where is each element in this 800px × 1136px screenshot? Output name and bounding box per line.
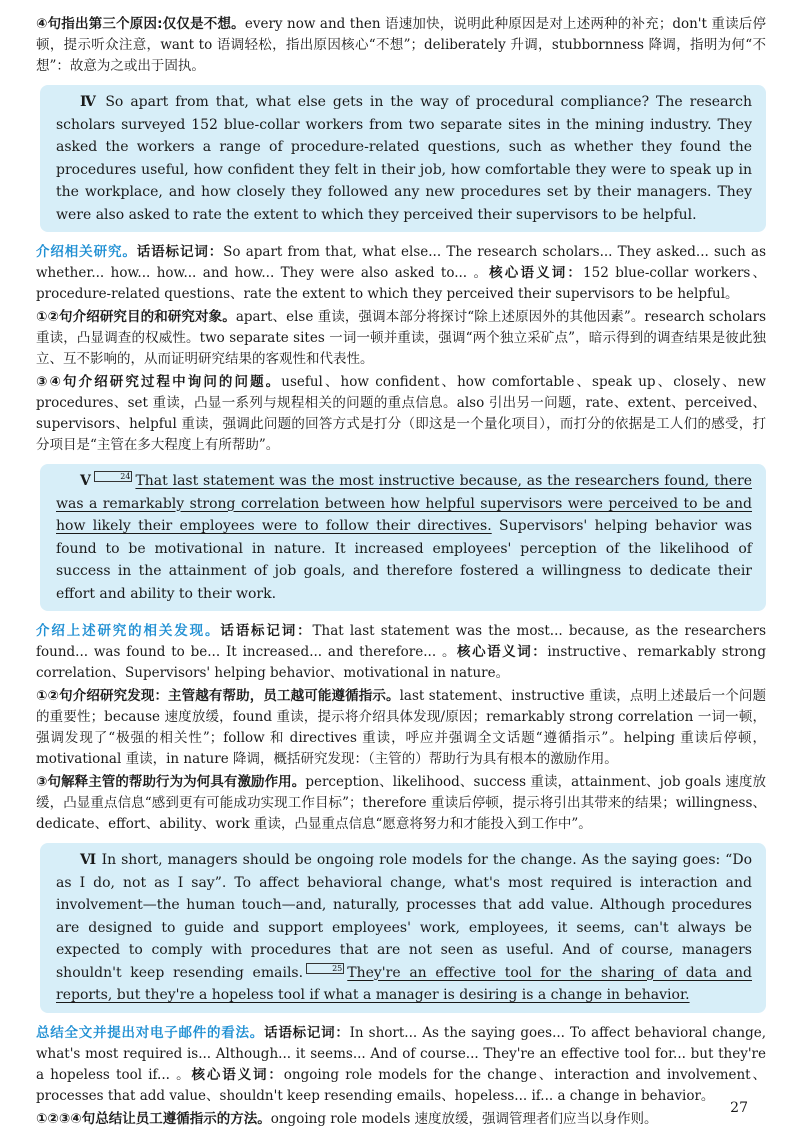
- note-5-para-2: [36, 686, 766, 770]
- note-4-core-label: 核心语义词：: [489, 265, 584, 281]
- note-6-summary: [36, 1023, 766, 1107]
- passage-6-text: In short, managers should be ongoing role models for the change. As the saying goes: “Do as I do, not as I say”. To affect behavioral change, what's most required is interaction and involvement—the human touch—and, naturally, processes that add value. Although procedures are designed to guide and support employees' work, employees, it seems, can't always be expected to comply with procedures that are not seen as useful. And of course, managers shouldn't keep resending emails.: [56, 852, 752, 981]
- passage-5: [56, 470, 752, 605]
- passage-5-rest: Supervisors' helping behavior was found to be motivational in nature. It increased employees' perception of the likelihood of success in the attainment of job goals, and therefore fostered a willingness to dedicate their effort and ability to their work.: [56, 518, 753, 602]
- note-4-para-3: [36, 372, 766, 456]
- passage-box-5: [40, 464, 766, 611]
- page-number: 27: [730, 1100, 748, 1116]
- note-5-p3-label: ③句解释主管的帮助行为为何具有激励作用。: [36, 774, 306, 790]
- top-note-label: ④句指出第三个原因:仅仅是不想。: [36, 16, 245, 32]
- note-4-marker-text: So apart from that, what else... The research scholars... They asked... such as whether... how... how... and how... They were also asked to... 。: [36, 244, 767, 281]
- note-5-p2-label: ①②句介绍研究发现：主管越有帮助，员工越可能遵循指示。: [36, 688, 400, 704]
- note-6-para-2: [36, 1109, 766, 1130]
- passage-6-underlined: They're an effective tool for the sharing of data and reports, but they're a hopeless tool if what a manager is desiring is a change in behavior.: [56, 964, 752, 1003]
- note-5-p3-text: perception、likelihood、success 重读，attainment、job goals 速度放缓，凸显重点信息“感到更有可能成功实现工作目标”；therefore 重读后停顿，提示将引出其带来的结果；willingness、dedicate、effort、ability、work 重读，凸显重点信息“愿意将努力和才能投入到工作中”。: [36, 774, 766, 832]
- question-tag-25: 25: [306, 963, 344, 974]
- note-5: [36, 621, 766, 835]
- note-4-summary: [36, 242, 766, 305]
- note-4-p3-label: ③④句介绍研究过程中询问的问题。: [36, 374, 282, 390]
- note-5-core-label: 核心语义词：: [457, 644, 548, 660]
- passage-box-6: [40, 843, 766, 1013]
- note-6-marker-label: 话语标记词：: [264, 1024, 350, 1041]
- passage-4-text: So apart from that, what else gets in the way of procedural compliance? The research scholars surveyed 152 blue-collar workers from two separate sites in the mining industry. They asked the workers a range of procedure-related questions, such as whether they found the procedures useful, how confident they felt in their job, how comfortable they were to speak up in the workplace, and how closely they followed any new procedures set by their managers. They were also asked to rate the extent to which they perceived their supervisors to be helpful.: [56, 94, 752, 223]
- note-4-p2-text: apart、else 重读，强调本部分将探讨“除上述原因外的其他因素”。research scholars 重读，凸显调查的权威性。two separate sites 一词一顿并重读，强调“两个独立采矿点”，暗示得到的调查结果是彼此独立、互不影响的，从而证明研究结果的客观性和代表性。: [36, 309, 766, 367]
- passage-4: [56, 91, 752, 226]
- note-6-heading: 总结全文并提出对电子邮件的看法。: [36, 1024, 265, 1041]
- note-5-heading: 介绍上述研究的相关发现。: [36, 623, 221, 639]
- note-5-para-3: [36, 772, 766, 835]
- passage-5-underlined: That last statement was the most instructive because, as the researchers found, there was a remarkably strong correlation between how helpful supervisors were perceived to be and how likely their employees were to follow their directives.: [56, 473, 752, 534]
- note-4-para-2: [36, 307, 766, 370]
- note-6-marker-text: In short... As the saying goes... To affect behavioral change, what's most required is... Although... it seems... And of course... They're an effective tool for... but they're a hopeless tool if... 。: [36, 1024, 767, 1083]
- note-5-marker-label: 话语标记词：: [220, 623, 313, 639]
- passage-6: [56, 849, 752, 1007]
- note-4-p2-label: ①②句介绍研究目的和研究对象。: [36, 309, 236, 325]
- roman-numeral-6: Ⅵ: [80, 852, 97, 868]
- top-note: [36, 14, 766, 77]
- note-4: [36, 242, 766, 456]
- note-4-core-text: 152 blue-collar workers、procedure-related questions、rate the extent to which they perceived their supervisors to be helpful。: [36, 265, 767, 302]
- page-content: [36, 14, 766, 1132]
- note-6-p2-text: ongoing role models 速度放缓，强调管理者们应当以身作则。: [270, 1110, 658, 1127]
- question-tag-24: 24: [94, 471, 132, 482]
- note-4-heading: 介绍相关研究。: [36, 244, 137, 260]
- note-6-core-text: ongoing role models for the change、interaction and involvement、processes that add value、shouldn't keep resending emails、hopeless... if... a change in behavior。: [36, 1066, 766, 1104]
- note-5-summary: [36, 621, 766, 684]
- note-5-marker-text: That last statement was the most... because, as the researchers found... was found to be... It increased... and therefore... 。: [36, 623, 766, 660]
- note-4-p3-text: useful、how confident、how comfortable、speak up、closely、new procedures、set 重读，凸显一系列与规程相关的问题的重点信息。also 引出另一问题，rate、extent、perceived、supervisors、helpful 重读，强调此问题的回答方式是打分（即这是一个量化项目），而打分的依据是工人们的感受，打分项目是“主管在多大程度上有所帮助”。: [36, 374, 766, 453]
- top-note-text: every now and then 语速加快，说明此种原因是对上述两种的补充；don't 重读后停顿，提示听众注意，want to 语调轻松，指出原因核心“不想”；deliberately 升调，stubbornness 降调，指明为何“不想”：故意为之或出于固执。: [36, 16, 766, 74]
- note-5-core-text: instructive、remarkably strong correlation、Supervisors' helping behavior、motivational in nature。: [36, 644, 767, 681]
- note-5-p2-text: last statement、instructive 重读，点明上述最后一个问题的重要性；because 速度放缓，found 重读，提示将介绍具体发现/原因；remarkably strong correlation 一词一顿，强调发现了“极强的相关性”；follow 和 directives 重读，呼应并强调全文话题“遵循指示”。helping 重读后停顿，motivational 重读，in nature 降调，概括研究发现：（主管的）帮助行为具有根本的激励作用。: [36, 688, 766, 767]
- note-6: [36, 1023, 766, 1130]
- roman-numeral-5: Ⅴ: [80, 473, 92, 489]
- note-6-core-label: 核心语义词：: [191, 1066, 284, 1083]
- roman-numeral-4: Ⅳ: [80, 94, 99, 110]
- passage-box-4: [40, 85, 766, 232]
- note-4-marker-label: 话语标记词：: [136, 244, 224, 260]
- note-6-p2-label: ①②③④句总结让员工遵循指示的方法。: [36, 1110, 271, 1127]
